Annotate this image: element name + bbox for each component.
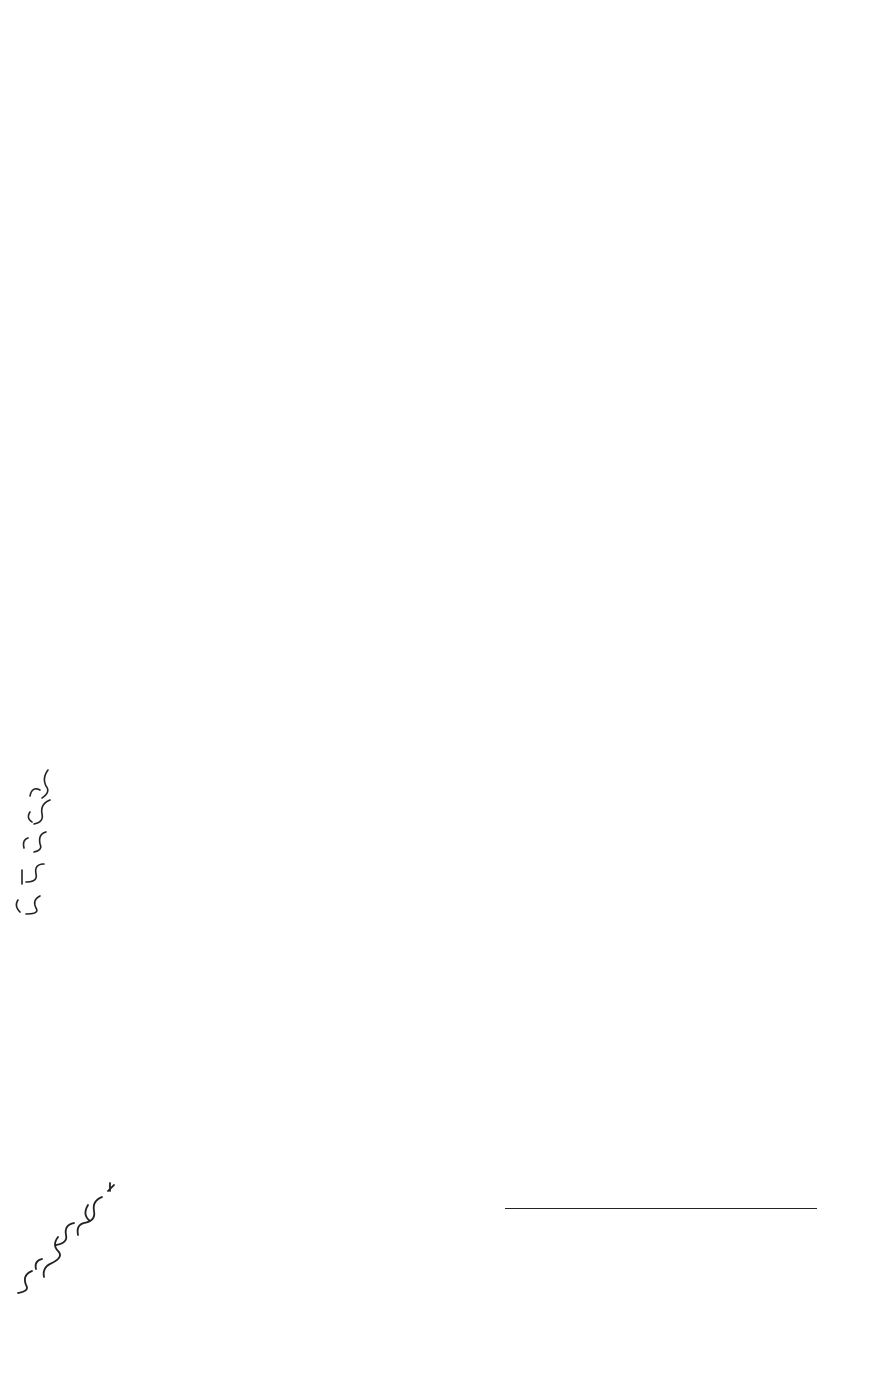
handwritten-signature-icon: [2, 1175, 122, 1295]
handwritten-margin-note-icon: [0, 760, 60, 930]
margin-tick-mark: [855, 850, 865, 856]
footnote-divider: [505, 1208, 817, 1209]
chapter-heading: [70, 528, 830, 568]
